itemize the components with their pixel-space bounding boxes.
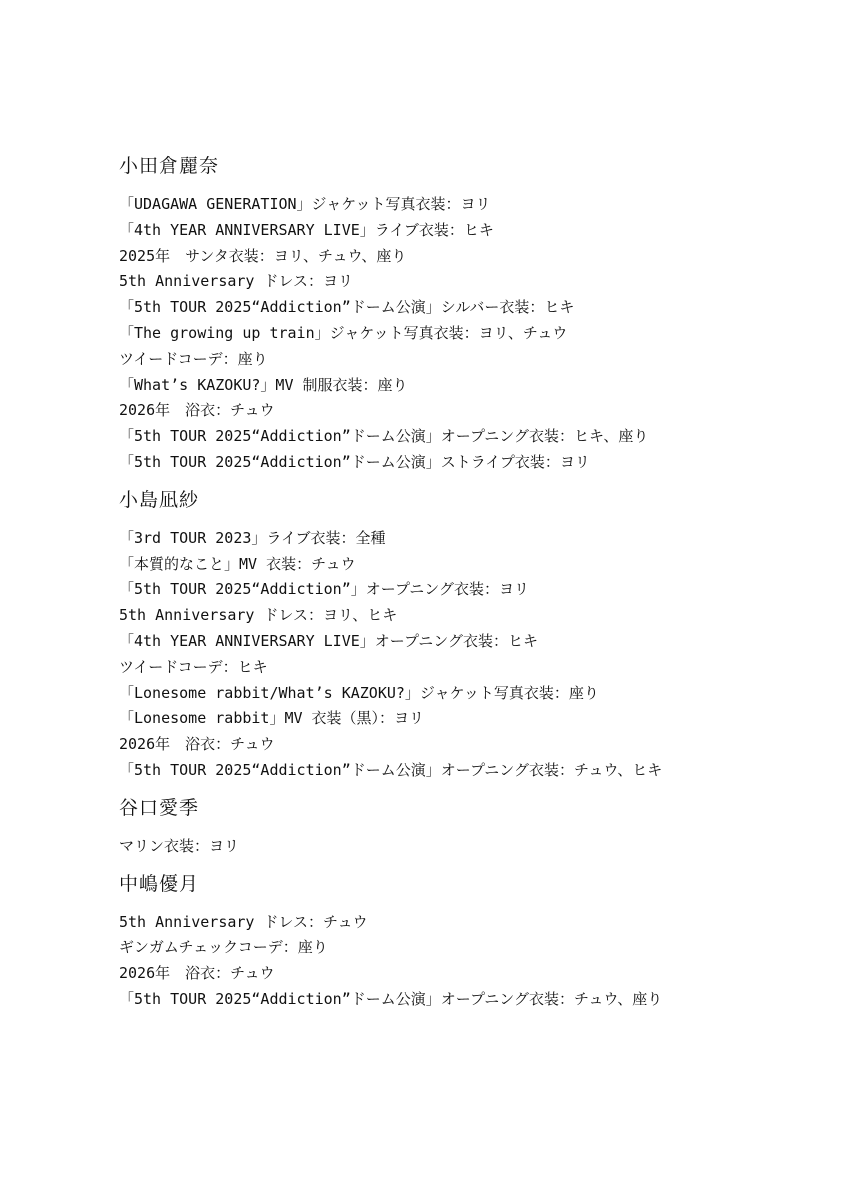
costume-entry: 5th Anniversary ドレス：チュウ [119, 912, 368, 931]
costume-entry: 「What’s KAZOKU?」MV 制服衣装：座り [119, 375, 408, 394]
costume-entry: 「Lonesome rabbit/What’s KAZOKU?」ジャケット写真衣装：座り [119, 683, 599, 702]
costume-entry: 「5th TOUR 2025“Addiction”ドーム公演」オープニング衣装：チュウ、座り [119, 989, 663, 1008]
costume-entry: ギンガムチェックコーデ：座り [119, 938, 328, 957]
costume-entry: 「5th TOUR 2025“Addiction”ドーム公演」シルバー衣装：ヒキ [119, 298, 575, 317]
costume-entry: ツイードコーデ：ヒキ [119, 657, 268, 676]
costume-entry: 「3rd TOUR 2023」ライブ衣装：全種 [119, 528, 386, 547]
member-section-odakura [119, 152, 819, 476]
costume-entry: マリン衣装：ヨリ [119, 836, 240, 855]
costume-entry: 「4th YEAR ANNIVERSARY LIVE」オープニング衣装：ヒキ [119, 631, 538, 650]
member-section-kojima [119, 486, 819, 784]
costume-list [119, 910, 819, 1013]
costume-entry: 「The growing up train」ジャケット写真衣装：ヨリ、チュウ [119, 323, 568, 342]
costume-entry: 「本質的なこと」MV 衣装：チュウ [119, 554, 356, 573]
costume-entry: 「5th TOUR 2025“Addiction”」オープニング衣装：ヨリ [119, 580, 529, 599]
member-name-heading: 小島凪紗 [119, 488, 200, 511]
costume-entry: 2026年 浴衣：チュウ [119, 964, 275, 983]
costume-entry: 「5th TOUR 2025“Addiction”ドーム公演」オープニング衣装：チュウ、ヒキ [119, 760, 663, 779]
costume-entry: 2026年 浴衣：チュウ [119, 735, 275, 754]
costume-entry: 「5th TOUR 2025“Addiction”ドーム公演」ストライプ衣装：ヨリ [119, 452, 590, 471]
costume-entry: 「5th TOUR 2025“Addiction”ドーム公演」オープニング衣装：ヒキ、座り [119, 427, 649, 446]
document-page [119, 152, 819, 1023]
costume-entry: 2025年 サンタ衣装：ヨリ、チュウ、座り [119, 246, 407, 265]
costume-entry: 「Lonesome rabbit」MV 衣装（黒）：ヨリ [119, 709, 425, 728]
member-name-heading: 中嶋優月 [119, 872, 200, 895]
costume-list [119, 192, 819, 476]
member-name-heading: 小田倉麗奈 [119, 155, 220, 177]
costume-list [119, 526, 819, 784]
costume-entry: 「UDAGAWA GENERATION」ジャケット写真衣装：ヨリ [119, 195, 491, 213]
costume-entry: 5th Anniversary ドレス：ヨリ、ヒキ [119, 606, 398, 625]
member-section-taniguchi [119, 794, 819, 860]
costume-entry: ツイードコーデ：座り [119, 349, 268, 368]
member-section-nakashima [119, 870, 819, 1013]
costume-entry: 「4th YEAR ANNIVERSARY LIVE」ライブ衣装：ヒキ [119, 220, 494, 239]
costume-list [119, 834, 819, 860]
member-name-heading: 谷口愛季 [119, 796, 200, 819]
costume-entry: 2026年 浴衣：チュウ [119, 401, 275, 420]
costume-entry: 5th Anniversary ドレス：ヨリ [119, 272, 354, 291]
